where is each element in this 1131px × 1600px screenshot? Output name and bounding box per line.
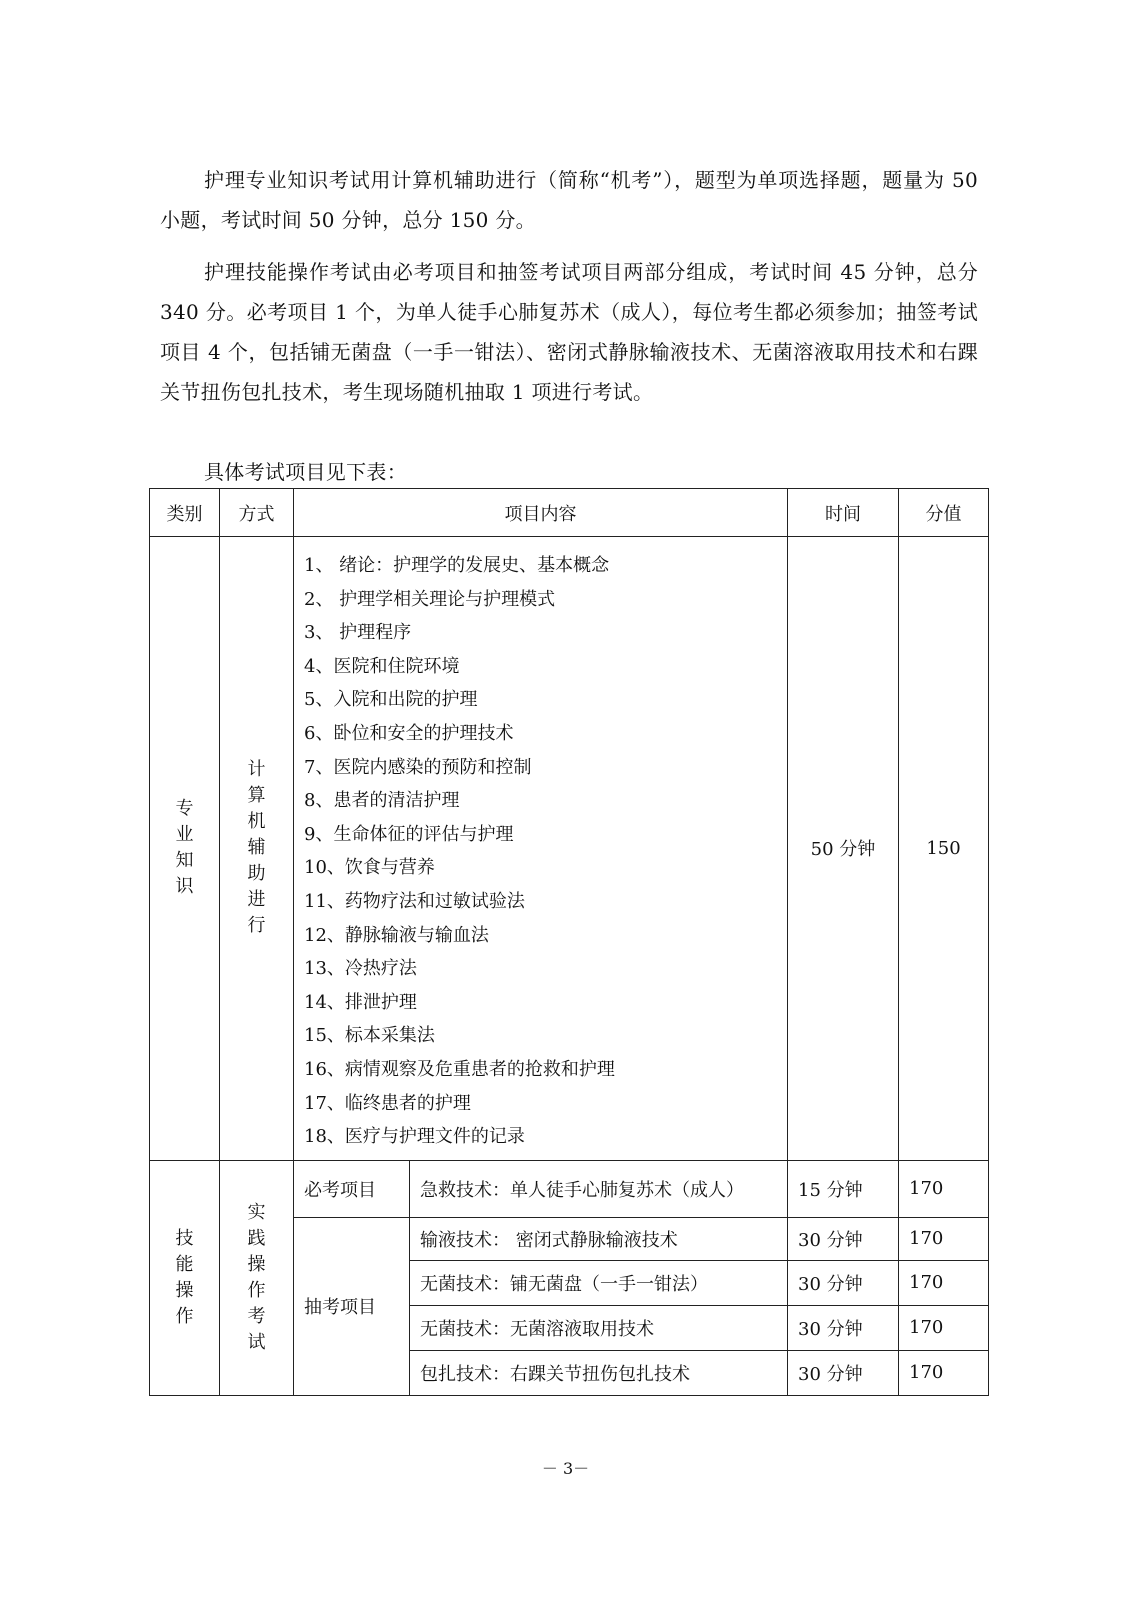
knowledge-category-char: 识 xyxy=(175,876,194,898)
drawn-score: 170 xyxy=(899,1260,989,1305)
knowledge-item: 6、卧位和安全的护理技术 xyxy=(304,722,514,744)
skill-required-row xyxy=(150,1160,989,1217)
skill-category-char: 作 xyxy=(175,1305,194,1327)
skill-method-char: 实 xyxy=(247,1201,266,1223)
knowledge-method-char: 行 xyxy=(247,915,266,937)
required-time: 15 分钟 xyxy=(788,1160,899,1217)
skill-method-char: 作 xyxy=(247,1279,266,1301)
required-label: 必考项目 xyxy=(294,1160,410,1217)
header-content: 项目内容 xyxy=(294,489,788,537)
drawn-content: 无菌技术：无菌溶液取用技术 xyxy=(410,1305,788,1350)
drawn-time: 30 分钟 xyxy=(788,1350,899,1395)
knowledge-method-cell xyxy=(220,537,294,1161)
knowledge-category-char: 知 xyxy=(175,850,194,872)
header-time: 时间 xyxy=(788,489,899,537)
knowledge-score: 150 xyxy=(899,537,989,1161)
knowledge-item: 11、药物疗法和过敏试验法 xyxy=(304,890,525,912)
header-category: 类别 xyxy=(150,489,220,537)
drawn-score: 170 xyxy=(899,1305,989,1350)
knowledge-item: 8、患者的清洁护理 xyxy=(304,790,460,812)
skill-method-char: 操 xyxy=(247,1253,266,1275)
knowledge-row xyxy=(150,537,989,1161)
intro-paragraph-knowledge: 护理专业知识考试用计算机辅助进行（简称“机考”），题型为单项选择题，题量为 50 小题，考试时间 50 分钟，总分 150 分。 xyxy=(160,168,978,232)
knowledge-item: 7、医院内感染的预防和控制 xyxy=(304,756,532,778)
knowledge-time: 50 分钟 xyxy=(788,537,899,1161)
knowledge-method-char: 机 xyxy=(247,811,266,833)
skill-method-char: 试 xyxy=(247,1331,266,1353)
knowledge-item: 3、 护理程序 xyxy=(304,622,412,644)
knowledge-category-cell xyxy=(150,537,220,1161)
skill-method-cell xyxy=(220,1160,294,1395)
knowledge-method-char: 算 xyxy=(247,785,266,807)
knowledge-items-cell xyxy=(294,537,788,1161)
drawn-label: 抽考项目 xyxy=(294,1217,410,1395)
knowledge-item: 10、饮食与营养 xyxy=(304,857,435,879)
knowledge-item: 5、入院和出院的护理 xyxy=(304,689,478,711)
knowledge-item: 18、医疗与护理文件的记录 xyxy=(304,1126,525,1148)
knowledge-method-char: 辅 xyxy=(247,837,266,859)
drawn-time: 30 分钟 xyxy=(788,1217,899,1260)
drawn-score: 170 xyxy=(899,1217,989,1260)
required-score: 170 xyxy=(899,1160,989,1217)
knowledge-method-char: 进 xyxy=(247,889,266,911)
knowledge-item: 1、 绪论：护理学的发展史、基本概念 xyxy=(304,555,610,576)
header-method: 方式 xyxy=(220,489,294,537)
knowledge-method-char: 计 xyxy=(247,759,266,781)
knowledge-item: 16、病情观察及危重患者的抢救和护理 xyxy=(304,1058,615,1080)
drawn-content: 无菌技术：铺无菌盘（一手一钳法） xyxy=(410,1260,788,1305)
skill-category-char: 技 xyxy=(175,1227,194,1249)
skill-category-char: 能 xyxy=(175,1253,194,1275)
knowledge-category-char: 专 xyxy=(175,798,194,820)
knowledge-category-char: 业 xyxy=(175,824,194,846)
drawn-score: 170 xyxy=(899,1350,989,1395)
knowledge-item: 12、静脉输液与输血法 xyxy=(304,924,489,946)
exam-items-table xyxy=(149,488,989,1396)
table-caption: 具体考试项目见下表： xyxy=(204,460,407,484)
knowledge-item: 17、临终患者的护理 xyxy=(304,1092,471,1114)
knowledge-item: 15、标本采集法 xyxy=(304,1025,435,1047)
knowledge-item: 9、生命体征的评估与护理 xyxy=(304,823,514,845)
page-number: － 3－ xyxy=(541,1459,590,1478)
table-header-row xyxy=(150,489,989,537)
skill-method-char: 践 xyxy=(247,1227,266,1249)
intro-paragraph-skill: 护理技能操作考试由必考项目和抽签考试项目两部分组成，考试时间 45 分钟，总分 340 分。必考项目 1 个，为单人徒手心肺复苏术（成人），每位考生都必须参加；抽签考试项目 4 个，包括铺无菌盘（一手一钳法）、密闭式静脉输液技术、无菌溶液取用技术和右踝关节扭伤包扎技术，考生现场随机抽取 1 项进行考试。 xyxy=(160,260,978,404)
skill-method-char: 考 xyxy=(247,1305,266,1327)
skill-category-cell xyxy=(150,1160,220,1395)
drawn-time: 30 分钟 xyxy=(788,1260,899,1305)
required-content: 急救技术：单人徒手心肺复苏术（成人） xyxy=(410,1160,788,1217)
knowledge-item: 14、排泄护理 xyxy=(304,991,417,1013)
drawn-content: 包扎技术：右踝关节扭伤包扎技术 xyxy=(410,1350,788,1395)
knowledge-method-char: 助 xyxy=(247,863,266,885)
drawn-content: 输液技术： 密闭式静脉输液技术 xyxy=(410,1217,788,1260)
knowledge-item: 2、 护理学相关理论与护理模式 xyxy=(304,588,556,610)
drawn-time: 30 分钟 xyxy=(788,1305,899,1350)
header-score: 分值 xyxy=(899,489,989,537)
knowledge-item: 4、医院和住院环境 xyxy=(304,655,460,677)
knowledge-item: 13、冷热疗法 xyxy=(304,958,417,980)
skill-category-char: 操 xyxy=(175,1279,194,1301)
